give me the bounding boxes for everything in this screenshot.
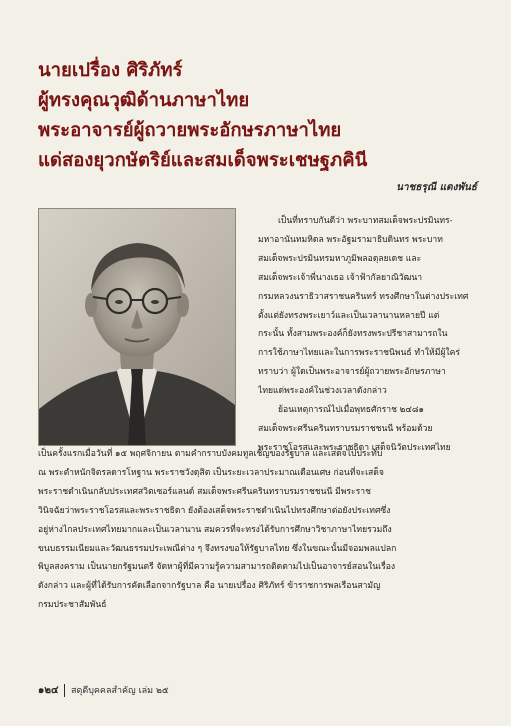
text-line: สมเด็จพระเจ้าพี่นางเธอ เจ้าฟ้ากัลยาณิวัฒนา xyxy=(258,272,423,283)
portrait-illustration xyxy=(39,209,235,445)
text-line: ทราบว่า ผู้ใดเป็นพระอาจารย์ผู้ถวายพระอักษรภาษา xyxy=(258,367,446,378)
full-width-text xyxy=(38,445,478,615)
text-line: วินิจฉัยว่าพระราชโอรสและพระราชธิดา ยังต้องเสด็จพระราชดำเนินไปทรงศึกษาต่อยังประเทศซึ่ง xyxy=(38,505,391,516)
text-line: กรมประชาสัมพันธ์ xyxy=(38,600,107,611)
text-line: กระนั้น ทั้งสามพระองค์ก็ยังทรงพระปรีชาสามารถใน xyxy=(258,329,448,340)
footer-divider xyxy=(64,684,66,697)
author-name: นาชธรุณี แดงพันธ์ xyxy=(396,182,477,193)
title-line: นายเปรื่อง ศิริภัทร์ xyxy=(38,60,183,81)
text-line: ดังกล่าว และผู้ที่ได้รับการคัดเลือกจากรัฐบาล คือ นายเปรื่อง ศิริภัทร์ ข้าราชการพลเรือนสามัญ xyxy=(38,581,381,592)
text-line: พระราชดำเนินกลับประเทศสวิตเซอร์แลนด์ สมเด็จพระศรีนครินทราบรมราชชนนี มีพระราช xyxy=(38,486,371,497)
text-line: ขนบธรรมเนียมและวัฒนธรรมประเพณีต่าง ๆ จึงทรงขอให้รัฐบาลไทย ซึ่งในขณะนั้นมีจอมพลแปลก xyxy=(38,543,397,554)
text-line: การใช้ภาษาไทยและในการพระราชนิพนธ์ ทำให้มีผู้ใคร่ xyxy=(258,348,460,359)
text-line: มหาอานันทมหิดล พระอัฐมรามาธิบดินทร พระบาท xyxy=(258,234,443,245)
text-line: พระราชโอรสและพระราชธิดา เสด็จนิวัตประเทศไทย xyxy=(258,442,451,453)
text-line: อยู่ห่างไกลประเทศไทยมากและเป็นเวลานาน สมควรที่จะทรงได้รับการศึกษาวิชาภาษาไทยรวมถึง xyxy=(38,524,392,535)
page-number: ๑๒๔ xyxy=(38,685,59,696)
text-line: สมเด็จพระปรมินทรมหาภูมิพลอดุลยเดช และ xyxy=(258,253,422,264)
title-line: ผู้ทรงคุณวุฒิด้านภาษาไทย xyxy=(38,90,250,111)
right-column-text xyxy=(258,212,478,458)
text-line: เป็นที่ทราบกันดีว่า พระบาทสมเด็จพระปรมินทร- xyxy=(278,216,453,226)
publication-name: สดุดีบุคคลสำคัญ เล่ม ๒๕ xyxy=(71,686,169,696)
text-line: ย้อนเหตุการณ์ไปเมื่อพุทธศักราช ๒๔๘๑ xyxy=(278,405,424,416)
text-line: เป็นครั้งแรกเมื่อวันที่ ๑๕ พฤศจิกายน ตามคำกราบบังคมทูลเชิญของรัฐบาล และเสด็จไปประทับ xyxy=(38,449,383,459)
text-line: ตั้งแต่ยังทรงพระเยาว์และเป็นเวลานานหลายปี แต่ xyxy=(258,310,440,321)
page-footer xyxy=(38,683,169,698)
text-line: ณ พระตำหนักจิตรลดารโหฐาน พระราชวังดุสิต เป็นระยะเวลาประมาณเดือนเศษ ก่อนที่จะเสด็จ xyxy=(38,467,384,478)
title-line: แด่สองยุวกษัตริย์และสมเด็จพระเชษฐภคินี xyxy=(38,150,368,171)
portrait-photo xyxy=(38,208,236,446)
text-line: สมเด็จพระศรีนครินทราบรมราชชนนี พร้อมด้วย xyxy=(258,423,433,434)
text-line: พิบูลสงคราม เป็นนายกรัฐมนตรี จัดหาผู้ที่มีความรู้ความสามารถติดตามไปเป็นอาจารย์สอนในเรื่อง xyxy=(38,562,396,573)
article-title xyxy=(38,56,478,176)
text-line: ไทยแด่พระองค์ในช่วงเวลาดังกล่าว xyxy=(258,386,387,397)
title-line: พระอาจารย์ผู้ถวายพระอักษรภาษาไทย xyxy=(38,120,342,141)
text-line: กรมหลวงนราธิวาสราชนครินทร์ ทรงศึกษาในต่างประเทศ xyxy=(258,291,469,302)
